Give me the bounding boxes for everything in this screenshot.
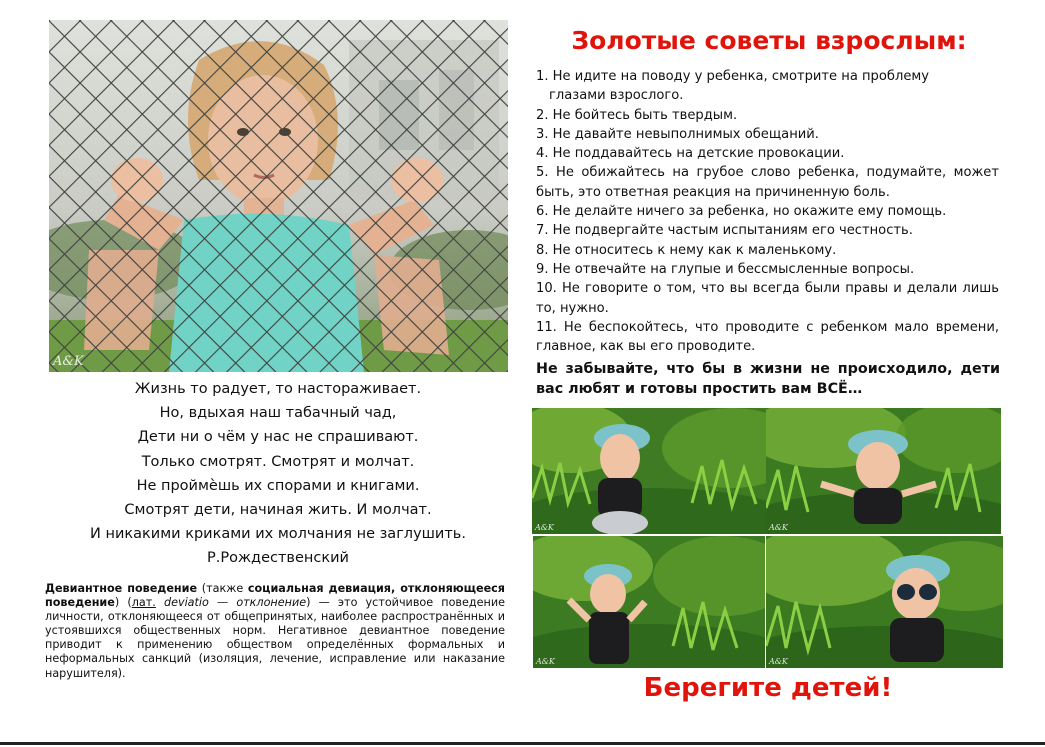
- grid-photo: [766, 408, 1001, 534]
- definition-paragraph: [45, 582, 505, 681]
- child-thumbs-up-image: [533, 536, 765, 668]
- definition-term-alt: социальная девиация, отклоняющееся поведение: [45, 582, 505, 610]
- grid-photo: [533, 536, 765, 668]
- definition-lang-link[interactable]: лат.: [131, 596, 156, 610]
- closing-statement: Не забывайте, что бы в жизни не происходило, дети вас любят и готовы простить вам ВСЁ…: [536, 361, 1000, 397]
- watermark: A&K: [769, 523, 788, 532]
- tip-text-continued: глазами взрослого.: [549, 88, 684, 104]
- poem-author: Р.Рождественский: [207, 550, 349, 567]
- child-with-sunglasses-image: [766, 536, 1003, 668]
- tip-item: 7. Не подвергайте частым испытаниям его честность.: [536, 223, 913, 239]
- tip-text: 1. Не идите на поводу у ребенка, смотрите на проблему: [536, 69, 930, 84]
- watermark: A&K: [53, 354, 84, 369]
- poem-line: И никакими криками их молчания не заглушить.: [90, 526, 466, 543]
- child-squatting-image: [532, 408, 767, 534]
- poem-line: Только смотрят. Смотрят и молчат.: [141, 453, 415, 470]
- definition-text: ) — это устойчивое поведение личности, отклоняющееся от общепринятых, наиболее распространённых и устоявшихся общественных норм. Негативное девиантное поведение приводит к применению обществом определённых формальных и неформальных санкций (изоляция, лечение, исправление или наказание нарушителя).: [45, 596, 505, 680]
- tip-item: 10. Не говорите о том, что вы всегда были правы и делали лишь то, нужно.: [536, 281, 999, 316]
- main-photo: [49, 20, 508, 372]
- poem-line: Смотрят дети, начиная жить. И молчат.: [124, 502, 432, 519]
- tip-item: 6. Не делайте ничего за ребенка, но окажите ему помощь.: [536, 204, 947, 220]
- definition-text: [156, 596, 164, 609]
- poem-line: Жизнь то радует, то настораживает.: [134, 381, 422, 397]
- poem-line: Но, вдыхая наш табачный чад,: [159, 405, 397, 422]
- page-title: Золотые советы взрослым:: [571, 26, 967, 55]
- definition-latin: deviatio — отклонение: [163, 596, 307, 610]
- poem-line: Не проймѐшь их спорами и книгами.: [136, 477, 420, 494]
- footer-title: Берегите детей!: [643, 673, 893, 703]
- tips-list: [536, 67, 999, 356]
- tip-item: 9. Не отвечайте на глупые и бессмысленные вопросы.: [536, 261, 915, 277]
- poem: [50, 377, 506, 571]
- poem-line: Дети ни о чём у нас не спрашивают.: [137, 429, 419, 446]
- tip-item: 11. Не беспокойтесь, что проводите с ребенком мало времени, главное, как вы его проводите.: [536, 319, 999, 355]
- tip-item: 5. Не обижайтесь на грубое слово ребенка, подумайте, может быть, это ответная реакция на причиненную боль.: [536, 165, 999, 200]
- grid-photo: [532, 408, 767, 534]
- bottom-divider: [0, 742, 1045, 745]
- watermark: A&K: [535, 523, 554, 532]
- watermark: A&K: [536, 657, 555, 666]
- tip-item: 4. Не поддавайтесь на детские провокации.: [536, 146, 845, 162]
- child-making-face-image: [766, 408, 1001, 534]
- tip-item: [536, 67, 999, 106]
- tip-item: 3. Не давайте невыполнимых обещаний.: [536, 126, 819, 142]
- child-behind-fence-image: [49, 20, 508, 372]
- definition-text: (также: [197, 582, 248, 595]
- tip-item: 2. Не бойтесь быть твердым.: [536, 107, 738, 123]
- watermark: A&K: [769, 657, 788, 666]
- definition-term: Девиантное поведение: [45, 582, 198, 595]
- tip-item: 8. Не относитесь к нему как к маленькому.: [536, 242, 837, 258]
- grid-photo: [766, 536, 1003, 668]
- definition-text: ) (: [114, 596, 132, 610]
